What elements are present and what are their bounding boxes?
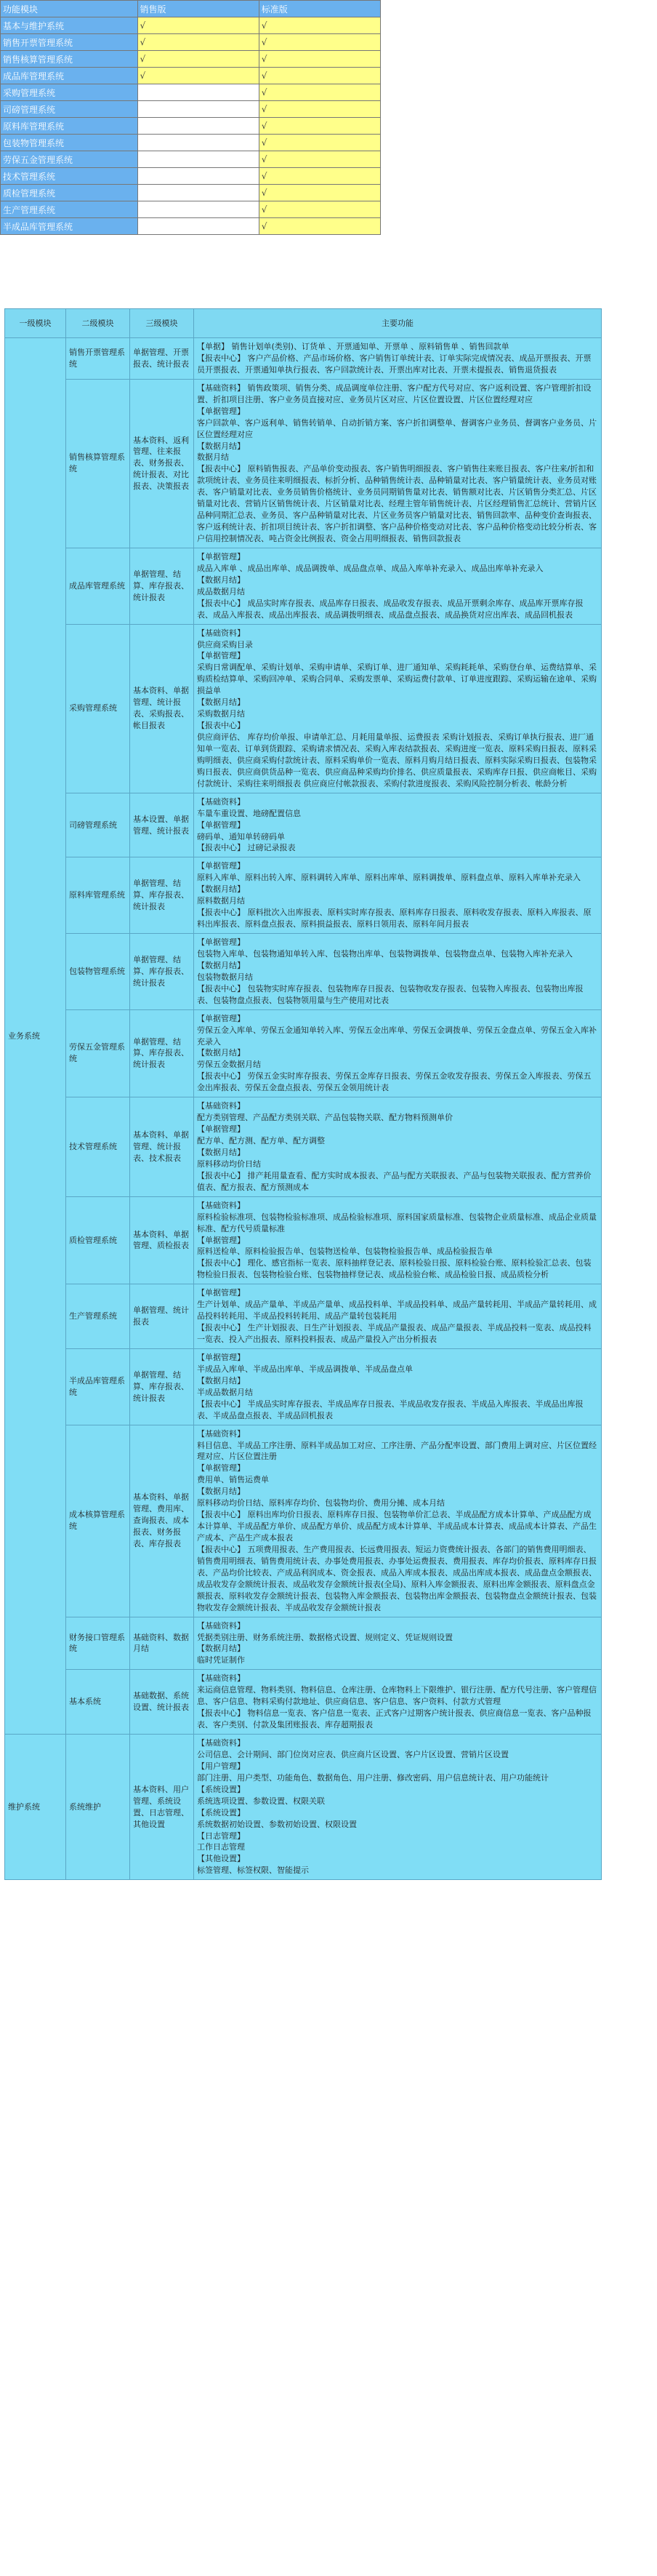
edition-row — [1, 101, 381, 118]
standard-edition-check: √ — [259, 218, 380, 235]
level3-module: 基本资料、返利管理、往来报表、财务报表、统计报表、对比报表、决策报表 — [130, 379, 194, 548]
level2-module: 生产管理系统 — [66, 1284, 130, 1349]
level3-module: 单据管理、统计报表 — [130, 1284, 194, 1349]
module-name: 司磅管理系统 — [1, 101, 138, 118]
level2-module: 司磅管理系统 — [66, 793, 130, 857]
header-functions: 主要功能 — [194, 309, 602, 338]
sales-edition-check — [137, 218, 259, 235]
standard-edition-check: √ — [259, 68, 380, 84]
level2-module: 销售核算管理系统 — [66, 379, 130, 548]
function-table-wrap — [4, 308, 602, 1880]
module-name: 质检管理系统 — [1, 185, 138, 201]
edition-header-row — [1, 1, 381, 17]
standard-edition-check: √ — [259, 201, 380, 218]
function-row — [5, 1196, 602, 1284]
module-name: 原料库管理系统 — [1, 118, 138, 135]
standard-edition-check: √ — [259, 135, 380, 151]
function-row — [5, 1348, 602, 1425]
level3-module: 基本资料、用户管理、系统设置、日志管理、其他设置 — [130, 1735, 194, 1880]
sales-edition-check — [137, 151, 259, 168]
level2-module: 包装物管理系统 — [66, 934, 130, 1010]
level1-module: 业务系统 — [5, 338, 66, 1735]
function-row — [5, 1735, 602, 1880]
standard-edition-check: √ — [259, 168, 380, 185]
function-row — [5, 793, 602, 857]
sales-edition-check — [137, 201, 259, 218]
function-row — [5, 1617, 602, 1670]
sales-edition-check: √ — [137, 17, 259, 34]
function-row — [5, 934, 602, 1010]
level3-module: 单据管理、结算、库存报表、统计报表 — [130, 857, 194, 934]
function-row — [5, 624, 602, 793]
level2-module: 成品库管理系统 — [66, 548, 130, 624]
level2-module: 半成品库管理系统 — [66, 1348, 130, 1425]
level2-module: 技术管理系统 — [66, 1097, 130, 1197]
standard-edition-check: √ — [259, 84, 380, 101]
edition-comparison — [0, 0, 657, 235]
module-name: 半成品库管理系统 — [1, 218, 138, 235]
edition-row — [1, 34, 381, 51]
function-row — [5, 338, 602, 380]
level3-module: 基本资料、单据管理、统计报表、采购报表、帐目报表 — [130, 624, 194, 793]
standard-edition-check: √ — [259, 151, 380, 168]
level3-module: 单据管理、结算、库存报表、统计报表 — [130, 1009, 194, 1097]
sales-edition-check — [137, 101, 259, 118]
sales-edition-check — [137, 84, 259, 101]
module-name: 劳保五金管理系统 — [1, 151, 138, 168]
sales-edition-check — [137, 118, 259, 135]
standard-edition-check: √ — [259, 101, 380, 118]
level2-module: 财务接口管理系统 — [66, 1617, 130, 1670]
level3-module: 单据管理、结算、库存报表、统计报表 — [130, 1348, 194, 1425]
header-level3: 三级模块 — [130, 309, 194, 338]
edition-row — [1, 185, 381, 201]
level2-module: 质检管理系统 — [66, 1196, 130, 1284]
main-functions: 【单据管理】 包装物入库单、包装物通知单转入库、包装物出库单、包装物调拨单、包装物盘点单、包装物入库补充录入 【数据月结】 包装物数据月结 【报表中心】 包装物实时库存报表、包装物库存日报表、包装物收发存报表、包装物入库报表、包装物出库报表、包装物盘点报表、包装物领用量与生产使用对比表 — [194, 934, 602, 1010]
main-functions: 【单据管理】 原料入库单、原料出转入库、原料调转入库单、原料出库单、原料调拨单、原料盘点单、原料入库单补充录入 【数据月结】 原料数据月结 【报表中心】 原料批次入出库报表、原料实时库存报表、原料库存日报表、原料收发存报表、原料入库报表、原料出库报表、原料盘点报表、原料损益报表、原料日领用表、原料年间月报表 — [194, 857, 602, 934]
level2-module: 采购管理系统 — [66, 624, 130, 793]
header-module: 功能模块 — [1, 1, 138, 17]
sales-edition-check: √ — [137, 68, 259, 84]
edition-row — [1, 68, 381, 84]
level3-module: 基本资料、单据管理、费用库、查询报表、成本报表、财务报表、库存报表 — [130, 1425, 194, 1617]
module-name: 基本与维护系统 — [1, 17, 138, 34]
main-functions: 【基础资料】 料目信息、半成品工序注册、原料半成品加工对应、工序注册、产品分配率设置、部门费用上调对应、片区位置经理对应、片区位置注册 【单据管理】 费用单、销售运费单 【数据月结】 原料移动均价日结、原料库存均价、包装物均价、费用分摊、成本月结 【报表中心】 原料出库均价日报表、原料库存日报、包装物单价汇总表、半成品配方成本计算单、产成品配方成本计算单、半成品配方单价、成品配方单价、成品配方成本计算单、半成品成本计算表、成品成本计算表、产品生产成本、产品生产成本报表 【报表中心】 五项费用报表、生产费用报表、长远费用报表、短运力资费统计报表、各部门的销售费用明细表、销售费用明细表、销售费用统计表、办事处费用报表、办事处运费报表、费用报表、库存均价报表、原料库存日报表、产品均价比较表、产成品利润成本、资金报表、成品入库成本报表、成品出库成本报表、成品盘点金额报表、成品收发存金额统计报表、成品收发存金额统计报表(全局)、原料入库金额报表、原料出库金额报表、原料盘点金额报表、原料收发存金额统计报表、包装物入库金额报表、包装物出库金额报表、包装物盘点金额统计报表、包装物收发存金额统计报表、半成品收发存金额统计报表 — [194, 1425, 602, 1617]
level2-module: 劳保五金管理系统 — [66, 1009, 130, 1097]
sales-edition-check: √ — [137, 51, 259, 68]
level3-module: 基本资料、单据管理、质检报表 — [130, 1196, 194, 1284]
module-name: 采购管理系统 — [1, 84, 138, 101]
standard-edition-check: √ — [259, 17, 380, 34]
level3-module: 基础资料、数据月结 — [130, 1617, 194, 1670]
module-name: 技术管理系统 — [1, 168, 138, 185]
main-functions: 【单据管理】 劳保五金入库单、劳保五金通知单转入库、劳保五金出库单、劳保五金调拨单、劳保五金盘点单、劳保五金入库补充录入 【数据月结】 劳保五金数据月结 【报表中心】 劳保五金实时库存报表、劳保五金库存日报表、劳保五金收发存报表、劳保五金入库报表、劳保五金出库报表、劳保五金盘点报表、劳保五金领用统计表 — [194, 1009, 602, 1097]
module-name: 生产管理系统 — [1, 201, 138, 218]
header-sales-edition: 销售版 — [137, 1, 259, 17]
header-standard-edition: 标准版 — [259, 1, 380, 17]
standard-edition-check: √ — [259, 34, 380, 51]
standard-edition-check: √ — [259, 185, 380, 201]
edition-row — [1, 51, 381, 68]
edition-row — [1, 168, 381, 185]
header-level2: 二级模块 — [66, 309, 130, 338]
function-table-body — [5, 338, 602, 1880]
main-functions: 【单据】 销售计划单(类别)、订货单 、开票通知单、开票单 、原料销售单 、销售回款单 【报表中心】 客户产品价格、产品市场价格、客户销售订单统计表、订单实际完成情况表、成品开票报表、开票员开票报表、开票通知单执行报表、客户回款统计表、开票出库对比表、开票未提报表、销售退货报表 — [194, 338, 602, 380]
level3-module: 基础数据、系统设置、统计报表 — [130, 1670, 194, 1735]
sales-edition-check — [137, 185, 259, 201]
edition-row — [1, 135, 381, 151]
edition-row — [1, 118, 381, 135]
function-row — [5, 1097, 602, 1197]
edition-row — [1, 218, 381, 235]
main-functions: 【基础资料】 来运商信息管理、物料类别、物料信息、仓库注册、仓库物料上下限维护、银行注册、配方代号注册、客户管理信息、客户信息、物料采购付款地址、供应商信息、客户信息、客户资料、付款方式管理 【报表中心】 物料信息一览表、客户信息一览表、正式客户过期客户统计报表、供应商信息一览表、客户品种报表、客户类别、付款及集团账报表、库存超期报表 — [194, 1670, 602, 1735]
main-functions: 【基础资料】 供应商采购目录 【单据管理】 采购日常调配单、采购计划单、采购申请单、采购订单、进厂通知单、采购耗耗单、采购登台单、运费结算单、采购质检结算单、采购回冲单、采购合同单、采购发票单、采购运费付款单、订单进度跟踪、采购运输在途单、采购损益单 【数据月结】 采购数据月结 【报表中心】 供应商评估、 库存均价单报、申请单汇总、月耗用量单报、运费报表 采购计划报表、采购订单执行报表、进厂通知单一览表、订单到货跟踪、采购请求情况表、采购入库表结款报表、采购进度一览表、原料采购日报表、原料采购明细表、供应商采购付款统计表、原料采购单价一览表、原料月购月结日报表、原料实际采购日报表、包装物采购日报表、供应商供货品种一览表、供应商品种采购均价排名、供应质量报表、采购库存日报、供应商帐目、采购付款统计、采购往来明细报表 供应商应付帐款报表、采购付款进度报表、采购风险控制分析表、帐龄分析 — [194, 624, 602, 793]
level3-module: 单据管理、结算、库存报表、统计报表 — [130, 548, 194, 624]
module-name: 成品库管理系统 — [1, 68, 138, 84]
edition-row — [1, 84, 381, 101]
function-row — [5, 548, 602, 624]
main-functions: 【单据管理】 半成品入库单、半成品出库单、半成品调拨单、半成品盘点单 【数据月结】 半成品数据月结 【报表中心】 半成品实时库存报表、半成品库存日报表、半成品收发存报表、半成品入库报表、半成品出库报表、半成品盘点报表、半成品回机报表 — [194, 1348, 602, 1425]
level3-module: 基本设置、单据管理、统计报表 — [130, 793, 194, 857]
module-name: 包装物管理系统 — [1, 135, 138, 151]
level1-module: 维护系统 — [5, 1735, 66, 1880]
module-name: 销售开票管理系统 — [1, 34, 138, 51]
function-row — [5, 379, 602, 548]
edition-row — [1, 17, 381, 34]
function-table — [4, 308, 602, 1880]
function-row — [5, 857, 602, 934]
main-functions: 【基础资料】 原料检验标准项、包装物检验标准项、成品检验标准项、原料国家质量标准、包装物企业质量标准、成品企业质量标准、配方代号质量标准 【单据管理】 原料送检单、原料检验报告单、包装物送检单、包装物检验报告单、成品检验报告单 【报表中心】 理化、感官指标一览表、原料抽样登记表、原料检验日报、原料检验台账、原料检验汇总表、包装物检验日报表、包装物检验台账、包装物抽样登记表、成品检验台帐、成品检验日报、成品质检分析 — [194, 1196, 602, 1284]
edition-row — [1, 151, 381, 168]
level2-module: 销售开票管理系统 — [66, 338, 130, 380]
sales-edition-check — [137, 168, 259, 185]
level3-module: 单据管理、结算、库存报表、统计报表 — [130, 934, 194, 1010]
edition-table-body — [1, 1, 381, 235]
function-row — [5, 1670, 602, 1735]
main-functions: 【单据管理】 生产计划单、成品产量单、半成品产量单、成品投料单、半成品投料单、成品产量转耗用、半成品产量转耗用、成品投料转耗用、半成品投料转耗用、成品产量转包装耗用 【报表中心】 生产计划报表、日生产计划报表、半成品产量报表、成品产量报表、半成品投料一览表、成品投料一览表、投入产出报表、原料投料报表、成品产量投入产出分析报表 — [194, 1284, 602, 1349]
main-functions: 【基础资料】 公司信息、会计期间、部门位岗对应表、供应商片区设置、客户片区设置、营销片区设置 【用户管理】 部门注册、用户类型、功能角色、数据角色、用户注册、修改密码、用户信息统计表、用户功能统计 【系统设置】 系统选项设置、参数设置、权限关联 【系统设置】 系统数据初始设置、参数初始设置、权限设置 【日志管理】 工作日志管理 【其他设置】 标签管理、标签权限、智能提示 — [194, 1735, 602, 1880]
level2-module: 基本系统 — [66, 1670, 130, 1735]
function-header-row — [5, 309, 602, 338]
edition-table — [0, 0, 381, 235]
main-functions: 【基础资料】 配方类别管理、产品配方类别关联、产品包装物关联、配方物料预测单价 【单据管理】 配方单、配方测、配方单、配方调整 【数据月结】 原料移动均价日结 【报表中心】 排产耗用量查看、配方实时成本报表、产品与配方关联报表、产品与包装物关联报表、配方营养价值表、配方报表、配方预测成本 — [194, 1097, 602, 1197]
standard-edition-check: √ — [259, 118, 380, 135]
sales-edition-check — [137, 135, 259, 151]
level3-module: 基本资料、单据管理、统计报表、技术报表 — [130, 1097, 194, 1197]
level2-module: 系统维护 — [66, 1735, 130, 1880]
level2-module: 原料库管理系统 — [66, 857, 130, 934]
function-row — [5, 1425, 602, 1617]
main-functions: 【基础资料】 车量车重设置、地磅配置信息 【单据管理】 磅码单、通知单转磅码单 【报表中心】 过磅记录报表 — [194, 793, 602, 857]
sales-edition-check: √ — [137, 34, 259, 51]
main-functions: 【基础资料】 凭据类别注册、财务系统注册、数据格式设置、规则定义、凭证规则设置 【数据月结】 临时凭证制作 — [194, 1617, 602, 1670]
level2-module: 成本核算管理系统 — [66, 1425, 130, 1617]
standard-edition-check: √ — [259, 51, 380, 68]
function-row — [5, 1009, 602, 1097]
edition-row — [1, 201, 381, 218]
header-level1: 一级模块 — [5, 309, 66, 338]
main-functions: 【基础资料】 销售政策项、销售分类、成品调度单位注册、客户配方代号对应、客户返利设置、客户管理折扣设置、折扣项目注册、客户业务员直接对应、业务员片区对应、片区位置设置、片区位置经理对应 【单据管理】 客户回款单、客户返利单、销售转销单、自动折销方案、客户折扣调整单、督调客户业务员、督调客户业务员、片区位置经理对应 【数据月结】 数据月结 【报表中心】 原料销售报表、产品单价变动报表、客户销售明细报表、客户销售往来账目报表、客户往来/折扣和款项统计表、业务员往来明细报表、标折分析、品种销售统计表、品种销量对比表、客户销量统计表、业务员对账表、客户销量对比表、业务员销售价格统计、业务员同期销售量对比表、销售额对比表、片区销售分类汇总、片区销量对比表、营销片区销售统计表、片区销量对比表、经理主管年销售统计表、片区经理销售汇总统计、营销片区品种同期汇总表、业务员、客户品种销量对比表、片区业务员客户销量对比表、销售回款率、品种变价查询报表、客户返利统计表、折扣项目统计表、客户折扣调整、客户品种价格变动对比表、客户品种价格变动比较分析表、客户信用控制情况表、吨占资金比例报表、资金占用明细报表、销售回款报表 — [194, 379, 602, 548]
function-row — [5, 1284, 602, 1349]
module-name: 销售核算管理系统 — [1, 51, 138, 68]
main-functions: 【单据管理】 成品入库单 、成品出库单、成品调拨单、成品盘点单、成品入库单补充录入、成品出库单补充录入 【数据月结】 成品数据月结 【报表中心】 成品实时库存报表、成品库存日报表、成品收发存报表、成品开票剩余库存、成品库开票库存报表、成品入库报表、成品出库报表、成品调拨明细表、成品盘点报表、成品换货对应出库表、成品回机报表 — [194, 548, 602, 624]
level3-module: 单据管理、开票报表、统计报表 — [130, 338, 194, 380]
